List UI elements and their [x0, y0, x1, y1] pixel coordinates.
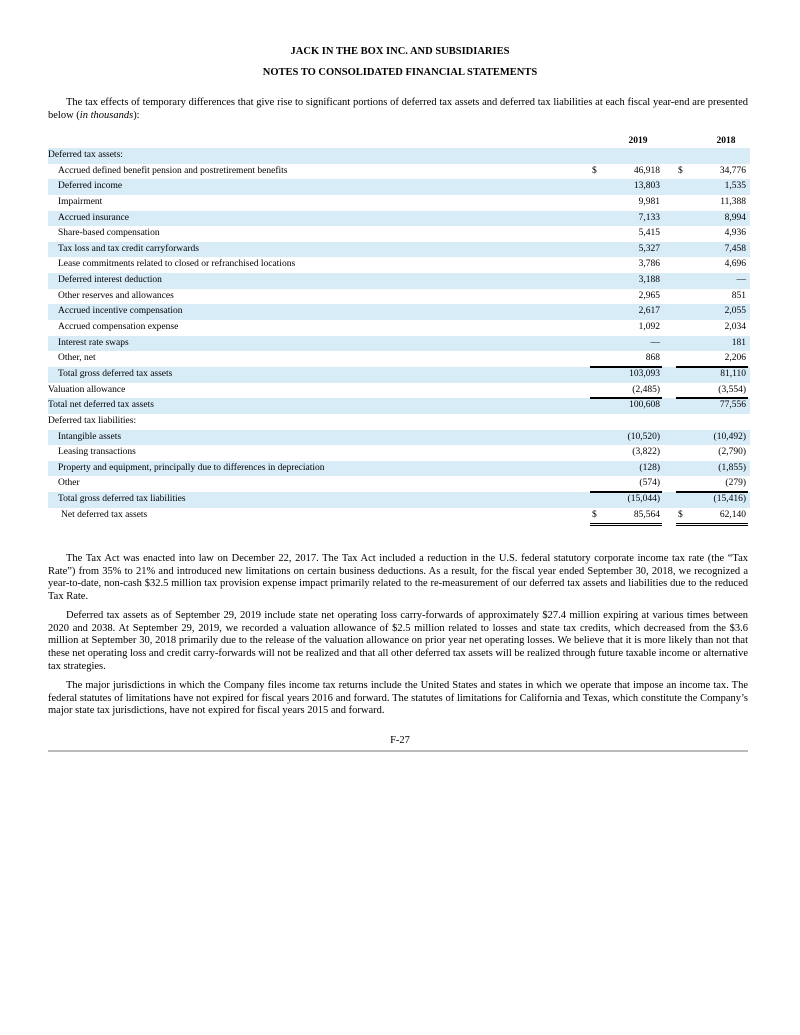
- value-2019: (15,044): [627, 494, 660, 505]
- value-2019: 85,564: [633, 509, 660, 520]
- row-label: Share-based compensation: [58, 228, 160, 239]
- table-row-share-based-compensation: [48, 226, 750, 242]
- table-row-other: [48, 476, 750, 492]
- table-row-lease-commitments-related-to-closed-or-refranchised-locations: [48, 257, 750, 273]
- column-header-2019: 2019: [628, 136, 648, 146]
- value-2018: 2,034: [724, 322, 746, 333]
- jurisdictions-paragraph: The major jurisdictions in which the Company files income tax returns include the United States and states in which we operate that impose an income tax. The federal statutes of limitations have not expired for fiscal years 2016 and forward. The statutes of limitations for California and Texas, which constitute the Company’s major state tax jurisdictions, have not expired for fiscal years 2015 and forward.: [48, 680, 748, 717]
- value-2019: 2,965: [638, 290, 660, 301]
- intro-paragraph: [48, 97, 748, 122]
- value-2018: (10,492): [713, 431, 746, 442]
- row-label: Intangible assets: [58, 431, 122, 442]
- currency-symbol: $: [678, 509, 683, 520]
- table-row-property-and-equipment-principally-due-to-differences-in-depreciation: [48, 461, 750, 477]
- value-2019: (128): [639, 462, 660, 473]
- row-label: Accrued compensation expense: [58, 322, 179, 333]
- value-2019: —: [650, 337, 660, 348]
- table-row-accrued-insurance: [48, 211, 750, 227]
- value-2018: 2,206: [724, 353, 746, 364]
- value-2019: 1,092: [638, 322, 660, 333]
- value-2019: 13,803: [633, 181, 660, 192]
- row-label: Impairment: [58, 196, 103, 207]
- row-label: Deferred income: [58, 181, 123, 192]
- table-row-net-deferred-tax-assets: [48, 508, 750, 524]
- table-row-intangible-assets: [48, 430, 750, 446]
- value-2018: 8,994: [724, 212, 746, 223]
- currency-symbol: $: [678, 165, 683, 176]
- value-2019: 9,981: [638, 196, 660, 207]
- row-label: Accrued insurance: [58, 212, 129, 223]
- value-2019: (574): [639, 478, 660, 489]
- value-2018: —: [736, 275, 746, 286]
- value-2019: 7,133: [638, 212, 660, 223]
- row-label: Leasing transactions: [58, 447, 136, 458]
- page-title: NOTES TO CONSOLIDATED FINANCIAL STATEMENTS: [262, 67, 538, 78]
- row-label: Total gross deferred tax assets: [58, 368, 173, 379]
- value-2018: 4,696: [724, 259, 746, 270]
- table-row-valuation-allowance: [48, 383, 750, 399]
- row-label: Other, net: [58, 353, 96, 364]
- table-row-deferred-interest-deduction: [48, 273, 750, 289]
- table-row-total-gross-deferred-tax-assets: [48, 367, 750, 383]
- row-label: Total gross deferred tax liabilities: [58, 494, 186, 505]
- value-2018: 7,458: [724, 243, 746, 254]
- intro-italic: in thousands: [79, 109, 134, 121]
- row-label: Other: [58, 478, 80, 489]
- value-2018: 2,055: [724, 306, 746, 317]
- row-label: Interest rate swaps: [58, 337, 129, 348]
- value-2019: 5,327: [638, 243, 660, 254]
- currency-symbol: $: [592, 165, 597, 176]
- currency-symbol: $: [592, 509, 597, 520]
- table-row-other-reserves-and-allowances: [48, 289, 750, 305]
- value-2019: (3,822): [632, 447, 660, 458]
- value-2019: 103,093: [629, 368, 660, 379]
- table-row-leasing-transactions: [48, 445, 750, 461]
- column-header-2018: 2018: [716, 136, 736, 146]
- table-row-impairment: [48, 195, 750, 211]
- table-row-deferred-income: [48, 179, 750, 195]
- value-2019: 46,918: [633, 165, 660, 176]
- value-2019: 868: [645, 353, 660, 364]
- table-row-accrued-incentive-compensation: [48, 304, 750, 320]
- footer-rule: [48, 750, 748, 752]
- table-row-other-net: [48, 351, 750, 367]
- value-2019: 100,608: [629, 400, 660, 411]
- table-row-total-net-deferred-tax-assets: [48, 398, 750, 414]
- value-2019: 3,786: [638, 259, 660, 270]
- row-label: Total net deferred tax assets: [48, 400, 154, 411]
- subtotal-rule: [590, 367, 662, 368]
- row-label: Deferred tax assets:: [48, 150, 123, 160]
- value-2018: (15,416): [713, 494, 746, 505]
- row-label: Valuation allowance: [48, 384, 126, 395]
- double-underline: [590, 523, 662, 526]
- row-label: Other reserves and allowances: [58, 290, 174, 301]
- value-2018: (2,790): [718, 447, 746, 458]
- value-2018: (3,554): [718, 384, 746, 395]
- value-2018: 11,388: [720, 196, 746, 207]
- value-2018: 34,776: [719, 165, 746, 176]
- value-2018: (1,855): [718, 462, 746, 473]
- row-label: Accrued incentive compensation: [58, 306, 183, 317]
- value-2018: 4,936: [724, 228, 746, 239]
- company-header: JACK IN THE BOX INC. AND SUBSIDIARIES: [290, 46, 510, 57]
- double-underline: [676, 523, 748, 526]
- value-2018: 77,556: [719, 400, 746, 411]
- intro-end: ):: [133, 109, 140, 121]
- subtotal-rule: [676, 398, 748, 399]
- tax-act-paragraph: The Tax Act was enacted into law on December 22, 2017. The Tax Act included a reduction in the U.S. federal statutory corporate income tax rate (the “Tax Rate”) from 35% to 21% and introduced new limitations on certain business deductions. As a result, for the fiscal year ended September 30, 2018, we recognized a year-to-date, non-cash $32.5 million tax provision expense impact primarily related to the re-measurement of our deferred tax assets and liabilities due to the reduced Tax Rate.: [48, 553, 748, 603]
- row-label: Net deferred tax assets: [61, 509, 148, 520]
- table-row-total-gross-deferred-tax-liabilities: [48, 492, 750, 508]
- value-2019: 5,415: [638, 228, 660, 239]
- table-row-deferred-tax-liabilities: [48, 414, 750, 430]
- row-label: Lease commitments related to closed or refranchised locations: [58, 259, 296, 270]
- row-label: Tax loss and tax credit carryforwards: [58, 243, 199, 254]
- value-2018: 181: [731, 337, 746, 348]
- page-number: F-27: [390, 735, 410, 746]
- value-2019: (10,520): [627, 431, 660, 442]
- deferred-assets-paragraph: Deferred tax assets as of September 29, 2019 include state net operating loss carry-forwards of approximately $27.4 million expiring at various times between 2020 and 2038. At September 29, 2019, we recorded a valuation allowance of $2.5 million related to losses and state tax credits, which decreased from the $3.6 million at September 30, 2018 primarily due to the release of the valuation allowance on prior year net operating losses. We believe that it is more likely than not that these net operating loss and credit carry-forwards will not be realized and that all other deferred tax assets will be realized through future taxable income or alternative tax strategies.: [48, 610, 748, 672]
- value-2018: 1,535: [724, 181, 746, 192]
- table-row-deferred-tax-assets: [48, 148, 750, 164]
- row-label: Deferred tax liabilities:: [48, 415, 137, 426]
- value-2018: 81,110: [720, 368, 746, 379]
- row-label: Property and equipment, principally due to differences in depreciation: [58, 462, 325, 473]
- subtotal-rule: [590, 398, 662, 399]
- table-row-accrued-defined-benefit-pension-and-postretirement-benefits: [48, 164, 750, 180]
- row-label: Accrued defined benefit pension and postretirement benefits: [58, 165, 288, 176]
- value-2019: 3,188: [638, 275, 660, 286]
- subtotal-rule: [676, 367, 748, 368]
- value-2018: 851: [731, 290, 746, 301]
- intro-text: The tax effects of temporary differences that give rise to significant portions of deferred tax assets and deferred tax liabilities at each fiscal year-end are presented below (: [48, 97, 748, 121]
- value-2019: (2,485): [632, 384, 660, 395]
- table-row-interest-rate-swaps: [48, 336, 750, 352]
- subtotal-rule: [590, 492, 662, 493]
- value-2019: 2,617: [638, 306, 660, 317]
- table-row-accrued-compensation-expense: [48, 320, 750, 336]
- table-body: [48, 148, 750, 523]
- table-row-tax-loss-and-tax-credit-carryforwards: [48, 242, 750, 258]
- value-2018: 62,140: [719, 509, 746, 520]
- row-label: Deferred interest deduction: [58, 275, 162, 286]
- subtotal-rule: [676, 492, 748, 493]
- value-2018: (279): [725, 478, 746, 489]
